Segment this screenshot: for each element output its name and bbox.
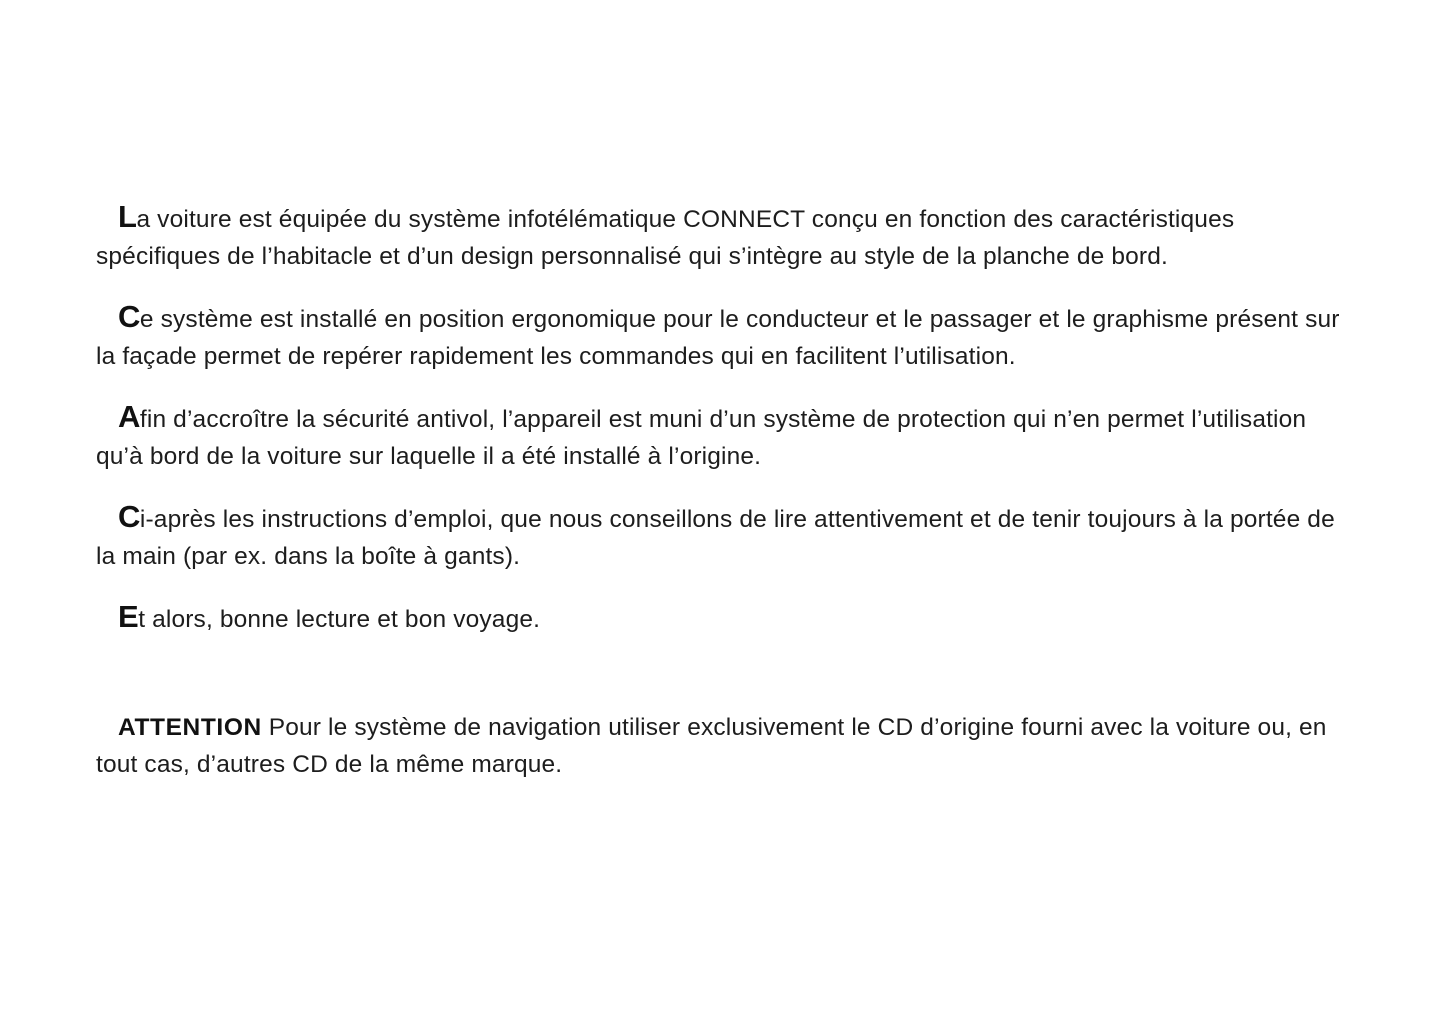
dropcap-2: C: [118, 299, 140, 334]
paragraph-5-text: t alors, bonne lecture et bon voyage.: [138, 606, 541, 633]
paragraph-4: [96, 498, 1358, 575]
document-body: [96, 198, 1358, 808]
paragraph-3-text: fin d’accroître la sécurité antivol, l’appareil est muni d’un système de protection qui n’en permet l’utilisation qu’à bord de la voiture sur laquelle il a été installé à l’origine.: [96, 406, 1307, 470]
paragraph-2: [96, 298, 1358, 375]
paragraph-3: [96, 398, 1358, 475]
attention-label: ATTENTION: [118, 714, 262, 741]
paragraph-5: [96, 598, 1358, 638]
dropcap-1: L: [118, 199, 137, 234]
paragraph-4-text: i-après les instructions d’emploi, que nous conseillons de lire attentivement et de tenir toujours à la portée de la main (par ex. dans la boîte à gants).: [96, 506, 1335, 570]
attention-notice: [96, 709, 1358, 783]
paragraph-2-text: e système est installé en position ergonomique pour le conducteur et le passager et le graphisme présent sur la façade permet de repérer rapidement les commandes qui en facilitent l’utilisation.: [96, 306, 1340, 370]
attention-text: Pour le système de navigation utiliser exclusivement le CD d’origine fourni avec la voiture ou, en tout cas, d’autres CD de la même marque.: [96, 714, 1327, 778]
paragraph-1: [96, 198, 1358, 275]
dropcap-4: C: [118, 499, 140, 534]
paragraph-1-text: a voiture est équipée du système infotélématique CONNECT conçu en fonction des caractéristiques spécifiques de l’habitacle et d’un design personnalisé qui s’intègre au style de la planche de bord.: [96, 206, 1235, 270]
dropcap-3: A: [118, 399, 140, 434]
dropcap-5: E: [118, 599, 139, 634]
